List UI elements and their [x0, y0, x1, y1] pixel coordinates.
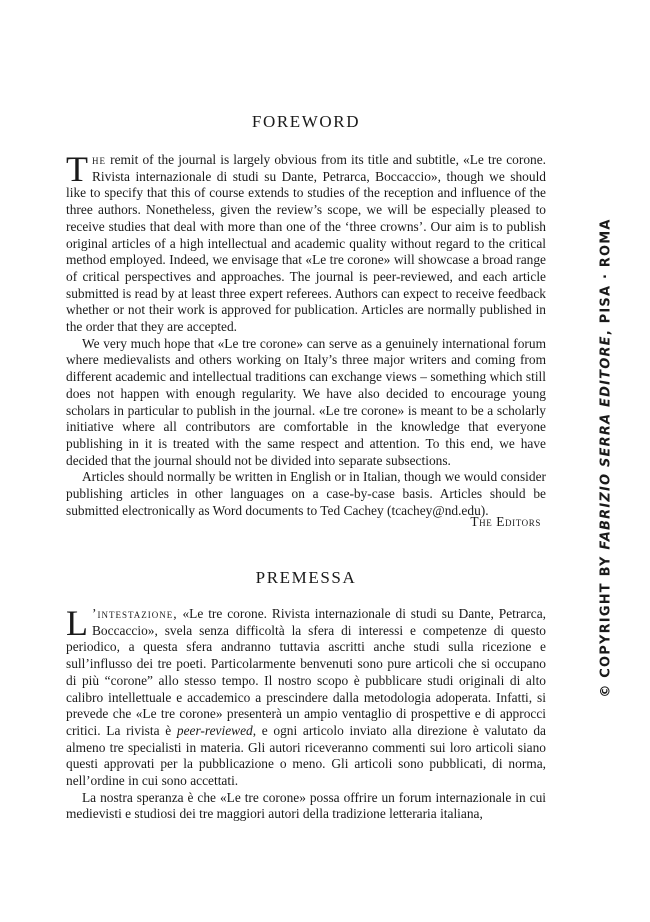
foreword-body: [66, 149, 546, 519]
premessa-heading: PREMESSA: [255, 568, 357, 587]
foreword-heading: FOREWORD: [251, 112, 361, 131]
foreword-lead-word: he: [92, 152, 106, 167]
premessa-lead-word: ’intestazione,: [92, 606, 178, 621]
premessa-paragraph-1: [66, 603, 546, 790]
foreword-paragraph-1: [66, 149, 546, 336]
foreword-paragraph-3: Articles should normally be written in English or in Italian, though we would consider publishing articles in other languages on a case-by-case basis. Articles should be submitted electronically as Word documents to Ted Cachey (tcachey@nd.edu).: [66, 469, 546, 518]
premessa-paragraph-1-text-a: «Le tre corone. Rivista internazionale di studi su Dante, Petrarca, Boccaccio», svela senza difficoltà la sfera di interessi e competenze di questo periodico, a questa sfera andranno tuttavia ascritti anche studi sulla ricezione e sull’influsso dei tre poeti. Particolarmente benvenuti sono pure articoli che si occupano di più “corone” allo stesso tempo. Il nostro scopo è pubblicare studi originali di alto calibro intellettuale e accademico a prescindere dalla metodologia adoperata. Infatti, si prevede che «Le tre corone» presenterà un ampio ventaglio di prospettive e di approcci critici. La rivista è: [66, 606, 546, 738]
copyright-publisher: FABRIZIO SERRA EDITORE: [598, 335, 614, 550]
foreword-paragraph-2: We very much hope that «Le tre corone» can serve as a genuinely international forum where medievalists and others working on Italy’s three major writers and coming from different academic and intellectual traditions can exchange views – something which still does not happen with enough regularity. We have also decided to encourage young scholars in particular to publish in the journal. «Le tre corone» is meant to be a scholarly initiative where all contributors are comfortable in the knowledge that everyone publishing in it is treated with the same respect and attention. To this end, we have decided that the journal should not be divided into separate subsections.: [66, 335, 546, 468]
premessa-body: [66, 603, 546, 823]
foreword-dropcap: T: [66, 149, 88, 189]
copyright-prefix: © COPYRIGHT BY: [598, 549, 614, 698]
premessa-paragraph-1-text-b: , e ogni articolo inviato alla direzione è valutato da almeno tre specialisti in materia. Gli autori riceveranno commenti sui loro articoli siano questi approvati per la pubblicazione o meno. Gli articoli sono pubblicati, di norma, nell’ordine in cui sono accettati.: [66, 722, 546, 789]
page: [66, 0, 546, 922]
editors-signature: The Editors: [470, 514, 541, 529]
premessa-paragraph-1-italic: peer-reviewed: [176, 722, 253, 738]
copyright-suffix: , PISA · ROMA: [598, 218, 614, 336]
premessa-paragraph-2: La nostra speranza è che «Le tre corone» possa offrire un forum internazionale in cui medievisti e studiosi dei tre maggiori autori della tradizione letteraria italiana,: [66, 789, 546, 822]
copyright-notice: [599, 218, 614, 697]
foreword-paragraph-1-text: remit of the journal is largely obvious from its title and subtitle, «Le tre corone. Rivista internazionale di studi su Dante, Petrarca, Boccaccio», though we should like to specify that this of course extends to studies of the reception and influence of the three authors. Nonetheless, given the review’s scope, we will be especially pleased to receive studies that deal with more than one of the ‘three crowns’. Our aim is to publish original articles of a high intellectual and academic quality without regard to the critical method employed. Indeed, we envisage that «Le tre corone» will showcase a broad range of critical perspectives and approaches. The journal is peer-reviewed, and each article submitted is read by at least three expert referees. Authors can expect to receive feedback whether or not their work is approved for publication. Articles are normally published in the order that they are accepted.: [66, 152, 546, 335]
premessa-dropcap: L: [66, 603, 88, 643]
